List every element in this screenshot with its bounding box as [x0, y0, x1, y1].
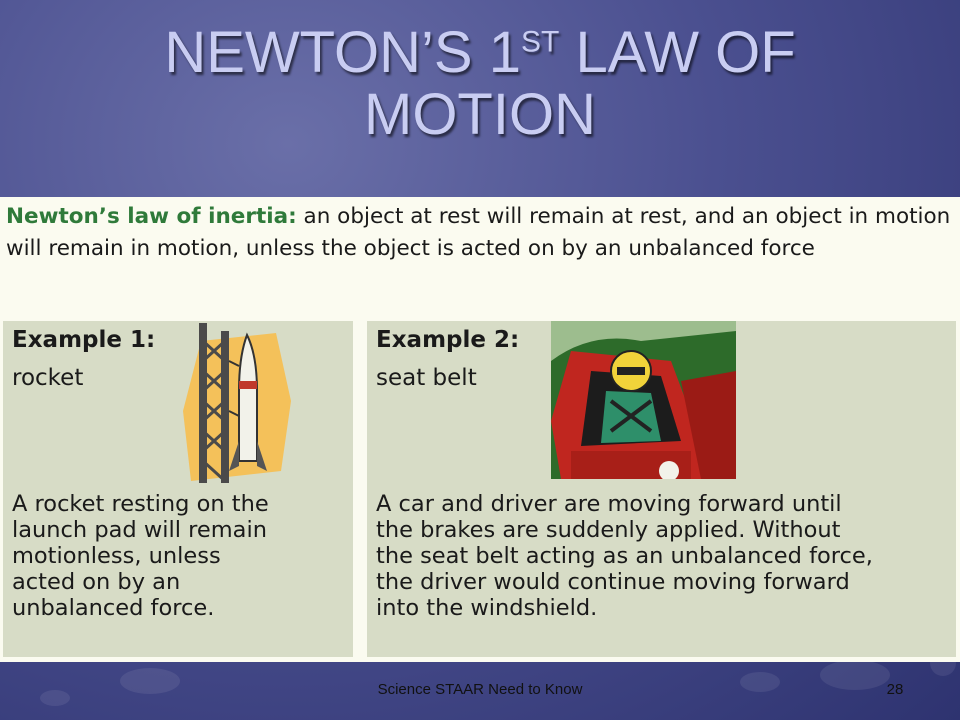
example-1-line: motionless, unless	[12, 543, 221, 569]
example-1-line: unbalanced force.	[12, 595, 215, 621]
example-2-line: into the windshield.	[376, 595, 598, 621]
example-2-line: the brakes are suddenly applied. Without	[376, 517, 841, 543]
title-suffix: LAW OF	[559, 20, 796, 85]
example-1-line: A rocket resting on the	[12, 491, 269, 517]
example-2-line: the seat belt acting as an unbalanced force,	[376, 543, 873, 569]
example-2-subject: seat belt	[376, 365, 477, 391]
example-1-description	[12, 491, 269, 621]
example-1-line: acted on by an	[12, 569, 181, 595]
example-1-subject: rocket	[12, 365, 84, 391]
example-2-heading: Example 2:	[376, 327, 520, 353]
race-car-driver-icon	[551, 321, 736, 479]
inertia-definition	[6, 201, 956, 265]
example-2-line: the driver would continue moving forward	[376, 569, 850, 595]
definition-term: Newton’s law of inertia:	[6, 204, 297, 229]
slide-title	[0, 22, 960, 146]
example-1-heading: Example 1:	[12, 327, 156, 353]
definition-text: an object at rest will remain at rest, and an object in motion will remain in motion, unless the object is acted on by an unbalanced force	[6, 204, 951, 261]
page-number: 28	[886, 681, 904, 698]
footer-text: Science STAAR Need to Know	[377, 681, 583, 698]
example-1-panel	[3, 321, 353, 657]
example-2-panel	[367, 321, 956, 657]
slide-title-line2: MOTION	[364, 82, 596, 147]
example-2-description	[376, 491, 873, 621]
textbook-image	[0, 197, 960, 662]
title-superscript: ST	[520, 25, 560, 59]
example-2-line: A car and driver are moving forward until	[376, 491, 842, 517]
example-1-line: launch pad will remain	[12, 517, 267, 543]
slide-title-line1	[0, 22, 960, 84]
rocket-on-launch-tower-icon	[181, 321, 293, 487]
title-prefix: NEWTON’S 1	[164, 20, 521, 85]
